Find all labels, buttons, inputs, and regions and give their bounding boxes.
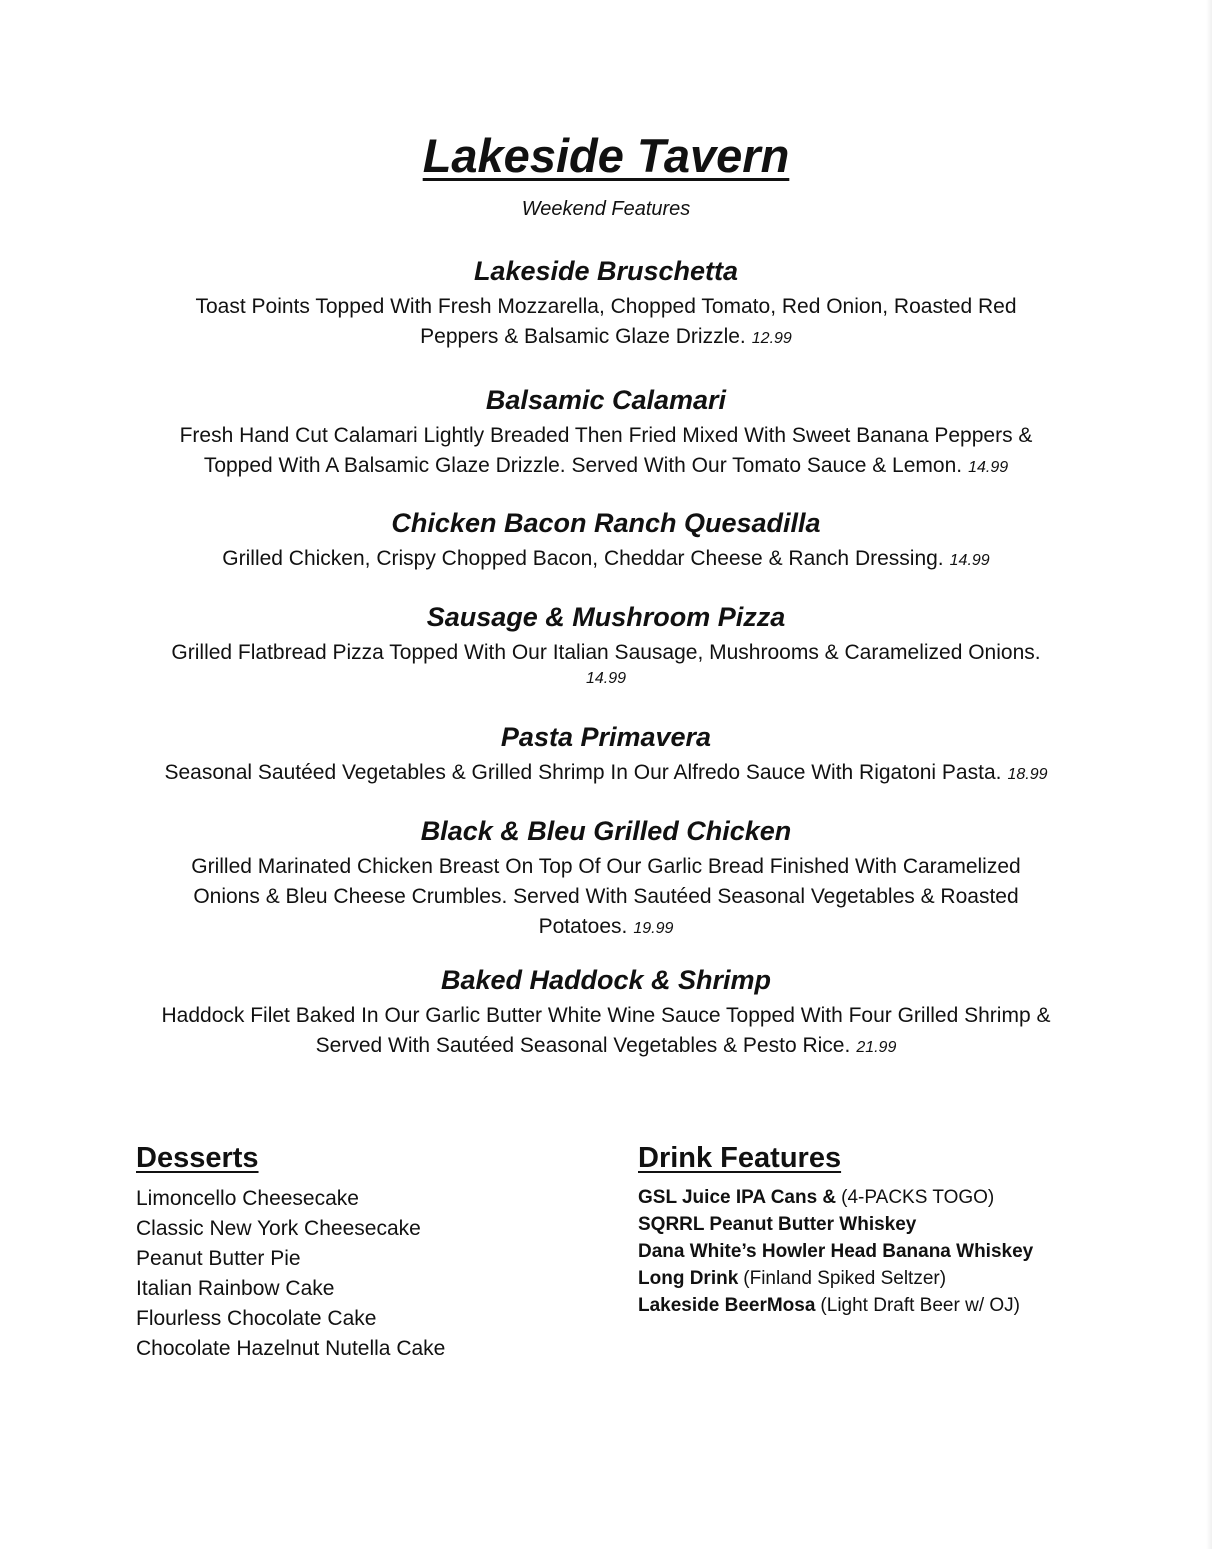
drink-note: (Finland Spiked Seltzer) xyxy=(743,1268,947,1289)
restaurant-title: Lakeside Tavern xyxy=(422,129,790,182)
feature-price: 14.99 xyxy=(968,459,1009,476)
drink-item xyxy=(638,1211,1108,1238)
drink-features-heading: Drink Features xyxy=(638,1142,842,1174)
feature-name: Balsamic Calamari xyxy=(485,385,727,415)
feature-price: 14.99 xyxy=(949,552,990,569)
desserts-section xyxy=(136,1140,556,1364)
feature-chicken-bacon-ranch-quesadilla xyxy=(100,506,1112,576)
feature-price: 14.99 xyxy=(585,670,627,687)
feature-description-line: Grilled Marinated Chicken Breast On Top Of Our Garlic Bread Finished With Caramelized xyxy=(191,855,1021,878)
feature-description-line: Seasonal Sautéed Vegetables & Grilled Shrimp In Our Alfredo Sauce With Rigatoni Pasta. xyxy=(164,761,1002,784)
feature-description xyxy=(100,1001,1112,1063)
feature-description-line: Grilled Flatbread Pizza Topped With Our Italian Sausage, Mushrooms & Caramelized Onions. xyxy=(171,641,1041,664)
drink-item xyxy=(638,1184,1108,1211)
feature-name: Lakeside Bruschetta xyxy=(473,256,739,286)
drink-note: (Light Draft Beer w/ OJ) xyxy=(820,1295,1020,1316)
feature-price: 21.99 xyxy=(856,1039,897,1056)
feature-description-line: Peppers & Balsamic Glaze Drizzle. xyxy=(420,325,746,348)
page-edge-shadow xyxy=(1206,0,1212,1549)
menu-subtitle: Weekend Features xyxy=(521,198,691,220)
drink-item xyxy=(638,1292,1108,1319)
feature-sausage-mushroom-pizza xyxy=(100,600,1112,690)
dessert-item: Peanut Butter Pie xyxy=(136,1247,301,1270)
drink-features-section xyxy=(638,1140,1108,1319)
feature-name: Sausage & Mushroom Pizza xyxy=(426,602,786,632)
dessert-item: Italian Rainbow Cake xyxy=(136,1277,335,1300)
feature-balsamic-calamari xyxy=(100,383,1112,483)
feature-description-line: Grilled Chicken, Crispy Chopped Bacon, Cheddar Cheese & Ranch Dressing. xyxy=(222,547,944,570)
feature-black-bleu-grilled-chicken xyxy=(100,814,1112,944)
desserts-heading: Desserts xyxy=(136,1142,259,1174)
dessert-item: Flourless Chocolate Cake xyxy=(136,1307,377,1330)
feature-name: Black & Bleu Grilled Chicken xyxy=(420,816,792,846)
feature-name: Pasta Primavera xyxy=(500,722,712,752)
drink-name: GSL Juice IPA Cans & xyxy=(638,1187,837,1208)
feature-description xyxy=(100,758,1112,790)
feature-description-line: Haddock Filet Baked In Our Garlic Butter White Wine Sauce Topped With Four Grilled Shrimp & xyxy=(161,1004,1051,1027)
feature-description xyxy=(136,638,1076,690)
drink-name: SQRRL Peanut Butter Whiskey xyxy=(638,1214,917,1235)
feature-lakeside-bruschetta xyxy=(100,254,1112,354)
dessert-item: Classic New York Cheesecake xyxy=(136,1217,421,1240)
feature-price: 12.99 xyxy=(751,330,792,347)
feature-description-line: Onions & Bleu Cheese Crumbles. Served With Sautéed Seasonal Vegetables & Roasted xyxy=(193,885,1019,908)
feature-baked-haddock-shrimp xyxy=(100,963,1112,1063)
feature-description-line: Fresh Hand Cut Calamari Lightly Breaded Then Fried Mixed With Sweet Banana Peppers & xyxy=(179,424,1033,447)
feature-price: 19.99 xyxy=(633,920,674,937)
feature-description xyxy=(136,544,1076,576)
feature-price: 18.99 xyxy=(1007,766,1048,783)
drink-name: Lakeside BeerMosa xyxy=(638,1295,816,1316)
feature-description-line: Served With Sautéed Seasonal Vegetables & Pesto Rice. xyxy=(315,1034,851,1057)
feature-description-line: Potatoes. xyxy=(538,915,628,938)
feature-description xyxy=(136,421,1076,483)
feature-description-line: Topped With A Balsamic Glaze Drizzle. Served With Our Tomato Sauce & Lemon. xyxy=(203,454,963,477)
feature-description xyxy=(136,852,1076,944)
drink-name: Dana White’s Howler Head Banana Whiskey xyxy=(638,1241,1034,1262)
drink-item xyxy=(638,1265,1108,1292)
drink-item xyxy=(638,1238,1108,1265)
drink-note: (4-PACKS TOGO) xyxy=(841,1187,995,1208)
feature-name: Chicken Bacon Ranch Quesadilla xyxy=(391,508,821,538)
feature-description xyxy=(136,292,1076,354)
dessert-item: Limoncello Cheesecake xyxy=(136,1187,359,1210)
feature-pasta-primavera xyxy=(100,720,1112,790)
drink-name: Long Drink xyxy=(638,1268,739,1289)
feature-description-line: Toast Points Topped With Fresh Mozzarella, Chopped Tomato, Red Onion, Roasted Red xyxy=(195,295,1017,318)
dessert-item: Chocolate Hazelnut Nutella Cake xyxy=(136,1337,446,1360)
feature-name: Baked Haddock & Shrimp xyxy=(440,965,772,995)
